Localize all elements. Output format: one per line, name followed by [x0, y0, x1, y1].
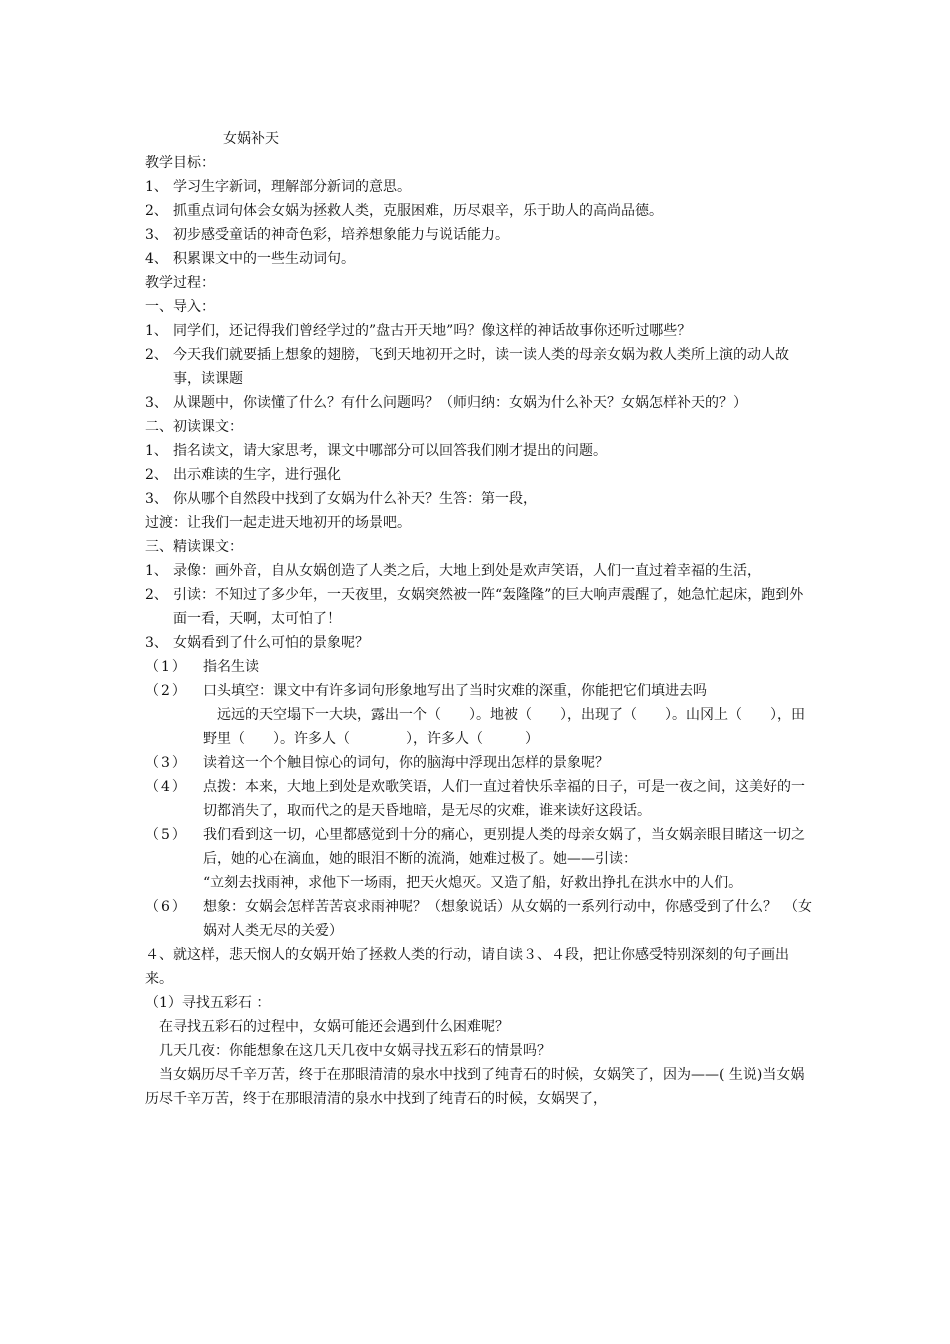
item-number: 3、 [145, 635, 168, 651]
list-item [145, 631, 815, 655]
item-number: 2、 [145, 347, 168, 363]
list-item [145, 487, 815, 511]
item-number: （1） [145, 659, 188, 675]
part1-heading: 一、导入： [145, 299, 215, 315]
item-text: 读着这一个个触目惊心的词句，你的脑海中浮现出怎样的景象呢？ [203, 755, 609, 771]
document-page [145, 127, 815, 1111]
list-item [145, 223, 815, 247]
list-item [145, 679, 815, 703]
item-number: （3） [145, 755, 188, 771]
part2-list [145, 439, 815, 511]
list-item [145, 175, 815, 199]
list-item [145, 247, 815, 271]
goals-heading: 教学目标： [145, 155, 215, 171]
item-text: 引读：不知过了多少年，一天夜里，女娲突然被一阵“轰隆隆”的巨大响声震醒了，她急忙起床，跑到外面一看，天啊，太可怕了！ [173, 587, 804, 627]
item-number: （2） [145, 683, 188, 699]
item-text: 今天我们就要插上想象的翅膀，飞到天地初开之时，读一读人类的母亲女娲为救人类所上演的动人故事，读课题 [173, 347, 789, 387]
part2-heading: 二、初读课文： [145, 419, 243, 435]
item-number: 3、 [145, 227, 168, 243]
subitem-list [145, 655, 815, 943]
last-paragraph: 当女娲历尽千辛万苦，终于在那眼清清的泉水中找到了纯青石的时候，女娲笑了，因为——( 生说)当女娲历尽千辛万苦，终于在那眼清清的泉水中找到了纯青石的时候，女娲哭了， [145, 1067, 805, 1107]
list-item [145, 463, 815, 487]
find-stone-heading: （1）寻找五彩石 ： [145, 995, 271, 1011]
item-text: 指名读文，请大家思考，课文中哪部分可以回答我们刚才提出的问题。 [173, 443, 607, 459]
part1-list [145, 319, 815, 415]
item-text: 从课题中，你读懂了什么？有什么问题吗？（师归纳：女娲为什么补天？女娲怎样补天的？） [173, 395, 747, 411]
list-item [145, 655, 815, 679]
part3-heading: 三、精读课文： [145, 539, 243, 555]
document-title: 女娲补天 [223, 131, 279, 147]
find-question-2: 几天几夜：你能想象在这几天几夜中女娲寻找五彩石的情景吗？ [159, 1043, 551, 1059]
list-item [145, 559, 815, 583]
item-number: 3、 [145, 491, 168, 507]
item-text: 我们看到这一切，心里都感觉到十分的痛心，更别提人类的母亲女娲了，当女娲亲眼目睹这一切之后，她的心在滴血，她的眼泪不断的流淌，她难过极了。她——引读： [203, 827, 805, 867]
list-item [145, 775, 815, 823]
list-item [145, 319, 815, 343]
item-text: 抓重点词句体会女娲为拯救人类，克服困难，历尽艰辛，乐于助人的高尚品德。 [173, 203, 663, 219]
list-item [145, 439, 815, 463]
item-text: “立刻去找雨神，求他下一场雨，把天火熄灭。又造了船，好救出挣扎在洪水中的人们。 [203, 875, 743, 891]
item-text: 录像：画外音，自从女娲创造了人类之后，大地上到处是欢声笑语，人们一直过着幸福的生活， [173, 563, 761, 579]
list-item [145, 823, 815, 871]
list-item [145, 199, 815, 223]
item-text: 学习生字新词，理解部分新词的意思。 [173, 179, 411, 195]
item-number: （5） [145, 827, 188, 843]
fill-blank-text: 远远的天空塌下一大块，露出一个（ ）。地被（ ），出现了（ ）。山冈上（ ），田野里（ ）。许多人（ ），许多人（ ） [203, 707, 805, 747]
item-number: 1、 [145, 323, 168, 339]
item-text: 口头填空：课文中有许多词句形象地写出了当时灾难的深重，你能把它们填进去吗 [203, 683, 707, 699]
item-text: 女娲看到了什么可怕的景象呢？ [173, 635, 369, 651]
list-item [145, 343, 815, 391]
item-number: 2、 [145, 587, 168, 603]
item-number: 4、 [145, 251, 168, 267]
item-text: 点拨：本来，大地上到处是欢歌笑语，人们一直过着快乐幸福的日子，可是一夜之间，这美好的一切都消失了，取而代之的是天昏地暗，是无尽的灾难，谁来读好这段话。 [203, 779, 805, 819]
item-number: 1、 [145, 563, 168, 579]
item-text: 出示难读的生字，进行强化 [173, 467, 341, 483]
item-number: （6） [145, 899, 188, 915]
goals-list [145, 175, 815, 271]
item-text: 指名生读 [203, 659, 259, 675]
item-text: 你从哪个自然段中找到了女娲为什么补天？生答：第一段， [173, 491, 537, 507]
item-number: （4） [145, 779, 188, 795]
list-item [145, 751, 815, 775]
item-number: 2、 [145, 203, 168, 219]
item-text: 初步感受童话的神奇色彩，培养想象能力与说话能力。 [173, 227, 509, 243]
transition-text: 过渡：让我们一起走进天地初开的场景吧。 [145, 515, 411, 531]
item-text: 积累课文中的一些生动词句。 [173, 251, 355, 267]
item-number: 1、 [145, 443, 168, 459]
list-item [145, 583, 815, 631]
list-item [145, 871, 815, 895]
item-text: 同学们，还记得我们曾经学过的”盘古开天地”吗？像这样的神话故事你还听过哪些？ [173, 323, 692, 339]
process-heading: 教学过程： [145, 275, 215, 291]
item-number: 1、 [145, 179, 168, 195]
item-number: 2、 [145, 467, 168, 483]
item-number [145, 871, 203, 895]
item-text: 想象：女娲会怎样苦苦哀求雨神呢？（想象说话）从女娲的一系列行动中，你感受到了什么？ （女娲对人类无尽的关爱） [203, 899, 812, 939]
list-item [145, 391, 815, 415]
list-item [145, 895, 815, 943]
part3-list [145, 559, 815, 655]
item-number: 3、 [145, 395, 168, 411]
item4-text: ４、就这样，悲天悯人的女娲开始了拯救人类的行动，请自读３、４段，把让你感受特别深刻的句子画出来。 [145, 947, 789, 987]
find-question-1: 在寻找五彩石的过程中，女娲可能还会遇到什么困难呢？ [159, 1019, 509, 1035]
